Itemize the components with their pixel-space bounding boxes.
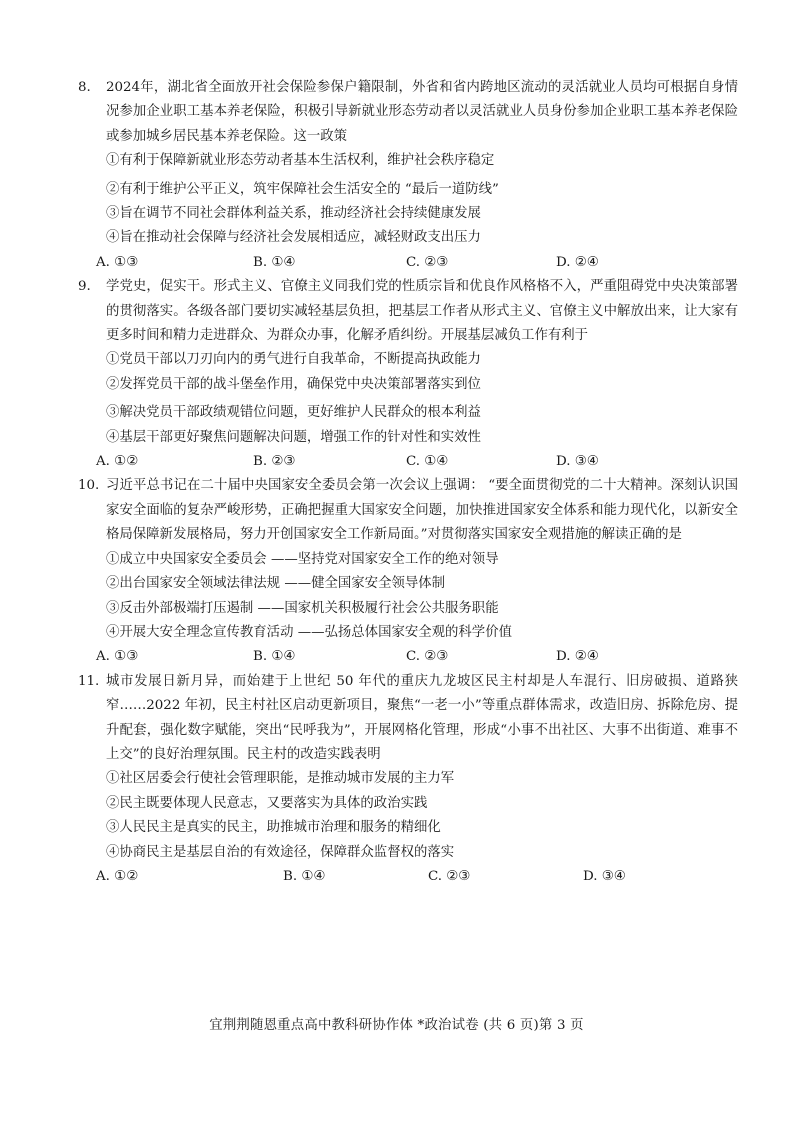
page-footer: 宜荆荆随恩重点高中教科研协作体 *政治试卷 (共 6 页)第 3 页 [209, 1018, 584, 1033]
statement-item: ②出台国家安全领域法律法规 ——健全国家安全领导体制 [106, 576, 446, 592]
answer-options [78, 251, 738, 275]
answer-option-c[interactable]: C. ②③ [406, 649, 449, 665]
question-stem [78, 670, 738, 768]
statement-item: ③解决党员干部政绩观错位问题，更好维护人民群众的根本利益 [106, 405, 481, 421]
answer-option-c[interactable]: C. ①④ [406, 454, 449, 470]
statement-item: ①有利于保障新就业形态劳动者基本生活权利，维护社会秩序稳定 [106, 153, 495, 169]
answer-option-a[interactable]: A. ①② [96, 868, 139, 884]
question-number: 11. [78, 673, 100, 689]
statement-item: ③人民民主是真实的民主，助推城市治理和服务的精细化 [106, 820, 441, 836]
statement-item: ④协商民主是基层自治的有效途径，保障群众监督权的落实 [106, 844, 455, 860]
statement-item: ①党员干部以刀刃向内的勇气进行自我革命，不断提高执政能力 [106, 352, 481, 368]
question-8 [78, 76, 738, 275]
statement-item: ②民主既要体现人民意志，又要落实为具体的政治实践 [106, 795, 428, 811]
question-number: 8. [78, 80, 91, 95]
question-stem [78, 275, 738, 348]
question-number: 10. [78, 478, 100, 494]
answer-option-a[interactable]: A. ①③ [96, 649, 139, 665]
answer-option-c[interactable]: C. ②③ [406, 254, 449, 270]
question-text: 习近平总书记在二十届中央国家安全委员会第一次会议上强调： “要全面贯彻党的二十大精神。深刻认识国家安全面临的复杂严峻形势，正确把握重大国家安全问题，加快推进国家安全体系和能力现代化，以新安全格局保障新发展格局，努力开创国家安全工作新局面。”对贯彻落实国家安全观措施的解读正确的是 [106, 478, 738, 543]
question-text: 学党史，促实干。形式主义、官僚主义同我们党的性质宗旨和优良作风格格不入，严重阻碍党中央决策部署的贯彻落实。各级各部门要切实减轻基层负担，把基层工作者从形式主义、官僚主义中解放出来，让大家有更多时间和精力走进群众、为群众办事，化解矛盾纠纷。开展基层减负工作有利于 [106, 279, 738, 344]
statement-item: ④旨在推动社会保障与经济社会发展相适应，减轻财政支出压力 [106, 230, 481, 246]
statement-item: ②发挥党员干部的战斗堡垒作用，确保党中央决策部署落实到位 [106, 376, 481, 392]
question-stem [78, 76, 738, 149]
question-number: 9. [78, 279, 91, 295]
statement-list [78, 348, 738, 450]
statement-list [78, 149, 738, 251]
answer-option-d[interactable]: D. ②④ [556, 649, 599, 665]
statement-item: ①社区居委会行使社会管理职能，是推动城市发展的主力军 [106, 771, 455, 787]
statement-item: ③反击外部极端打压遏制 ——国家机关积极履行社会公共服务职能 [106, 600, 499, 616]
statement-item: ①成立中央国家安全委员会 ——坚持党对国家安全工作的绝对领导 [106, 551, 499, 567]
answer-options [78, 450, 738, 474]
answer-option-d[interactable]: D. ③④ [583, 868, 626, 884]
answer-option-b[interactable]: B. ①④ [253, 254, 296, 270]
statement-item: ④基层干部更好聚焦问题解决问题，增强工作的针对性和实效性 [106, 429, 481, 445]
statement-item: ③旨在调节不同社会群体利益关系，推动经济社会持续健康发展 [106, 206, 481, 222]
answer-options [78, 645, 738, 669]
answer-option-c[interactable]: C. ②③ [428, 868, 471, 884]
question-list [78, 76, 738, 889]
answer-options [78, 865, 738, 889]
answer-option-b[interactable]: B. ②③ [253, 454, 296, 470]
answer-option-a[interactable]: A. ①③ [96, 254, 139, 270]
answer-option-d[interactable]: D. ③④ [556, 454, 599, 470]
statement-item: ②有利于维护公平正义，筑牢保障社会生活安全的 “最后一道防线” [106, 181, 499, 197]
answer-option-b[interactable]: B. ①④ [283, 868, 326, 884]
question-10 [78, 474, 738, 669]
statement-list [78, 767, 738, 865]
answer-option-a[interactable]: A. ①② [96, 454, 139, 470]
answer-option-d[interactable]: D. ②④ [556, 254, 599, 270]
question-text: 城市发展日新月异，而始建于上世纪 50 年代的重庆九龙坡区民主村却是人车混行、旧房破损、道路狭窄……2022 年初，民主村社区启动更新项目，聚焦“一老一小”等重点群体需求，改造旧房、拆除危房、提升配套，强化数字赋能，突出“民呼我为”，开展网格化管理，形成“小事不出社区、大事不出街道、难事不上交”的良好治理氛围。民主村的改造实践表明 [106, 673, 738, 762]
answer-option-b[interactable]: B. ①④ [253, 649, 296, 665]
statement-list [78, 548, 738, 646]
question-text: 2024年，湖北省全面放开社会保险参保户籍限制，外省和省内跨地区流动的灵活就业人员均可根据自身情况参加企业职工基本养老保险，积极引导新就业形态劳动者以灵活就业人员身份参加企业职工基本养老保险或参加城乡居民基本养老保险。这一政策 [106, 80, 738, 144]
question-stem [78, 474, 738, 547]
question-9 [78, 275, 738, 474]
statement-item: ④开展大安全理念宣传教育活动 ——弘扬总体国家安全观的科学价值 [106, 624, 512, 640]
question-11 [78, 670, 738, 890]
